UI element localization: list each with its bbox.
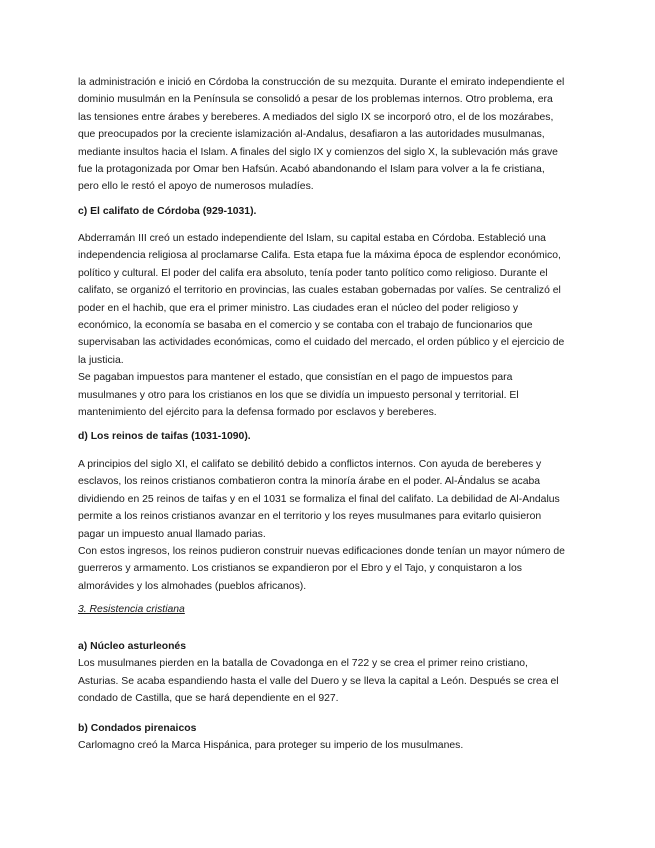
section-asturleones	[78, 638, 568, 708]
paragraph-califato	[78, 230, 568, 421]
heading-califato	[78, 203, 568, 220]
paragraph-text: Los musulmanes pierden en la batalla de Covadonga en el 722 y se crea el primer reino cristiano, Asturias. Se acaba espandiendo hasta el valle del Duero y se lleva la capital a León. Después se crea el condado de Castilla, que se hará dependiente en el 927.	[78, 658, 559, 705]
section-heading: d) Los reinos de taifas (1031-1090).	[78, 431, 251, 442]
paragraph-text: Abderramán III creó un estado independiente del Islam, su capital estaba en Córdoba. Estableció una independencia religiosa al proclamarse Califa. Esta etapa fue la máxima época de esplendor económico, político y cultural. El poder del califa era absoluto, tenía poder tanto político como religioso. Durante el califato, se organizó el territorio en provincias, las cuales estaban gobernadas por valíes. Se centralizó el poder en el hachib, que era el primer ministro. Las ciudades eran el núcleo del poder religioso y económico, la economía se basaba en el comercio y se contaba con el trabajo de funcionarios que supervisaban las actividades económicas, como el cuidado del mercado, el orden público y el ejercicio de la justicia.	[78, 233, 565, 366]
section-heading: b) Condados pirenaicos	[78, 723, 197, 734]
paragraph-taifas	[78, 456, 568, 595]
section-title: 3. Resistencia cristiana	[78, 604, 185, 615]
heading-resistencia	[78, 601, 568, 618]
section-heading: c) El califato de Córdoba (929-1031).	[78, 206, 257, 217]
paragraph-text: A principios del siglo XI, el califato se debilitó debido a conflictos internos. Con ayuda de bereberes y esclavos, los reinos cristianos combatieron contra la minoría árabe en el poder. Al-Ándalus se acaba dividiendo en 25 reinos de taifas y en el 1031 se formaliza el final del califato. La debilidad de Al-Andalus permite a los reinos cristianos avanzar en el territorio y los reyes musulmanes para evitarlo quisieron pagar un impuesto anual llamado parias.	[78, 459, 560, 540]
paragraph-text: Carlomagno creó la Marca Hispánica, para proteger su imperio de los musulmanes.	[78, 740, 464, 752]
section-heading: a) Núcleo asturleonés	[78, 641, 186, 652]
paragraph-text: Se pagaban impuestos para mantener el estado, que consistían en el pago de impuestos para musulmanes y otro para los cristianos en los que se dividía un impuesto personal y territorial. El mantenimiento del ejército para la defensa formado por esclavos y bereberes.	[78, 372, 519, 419]
paragraph-text: Con estos ingresos, los reinos pudieron construir nuevas edificaciones donde tenían un mayor número de guerreros y armamento. Los cristianos se expandieron por el Ebro y el Tajo, y conquistaron a los almorávides y los almohades (pueblos africanos).	[78, 546, 565, 592]
paragraph-emirato	[78, 74, 568, 196]
heading-taifas	[78, 428, 568, 445]
section-pirenaicos	[78, 720, 568, 755]
paragraph-text: la administración e inició en Córdoba la construcción de su mezquita. Durante el emirato independiente el dominio musulmán en la Península se consolidó a pesar de los problemas internos. Otro problema, era las tensiones entre árabes y bereberes. A mediados del siglo IX se incorporó otro, el de los mozárabes, que preocupados por la creciente islamización al-Andalus, desafiaron a las autoridades musulmanas, mediante insultos hacia el Islam. A finales del siglo IX y comienzos del siglo X, la sublevación más grave fue la protagonizada por Omar ben Hafsún. Acabó abandonando el Islam para volver a la fe cristiana, pero ello le restó el apoyo de numerosos muladíes.	[78, 77, 565, 193]
